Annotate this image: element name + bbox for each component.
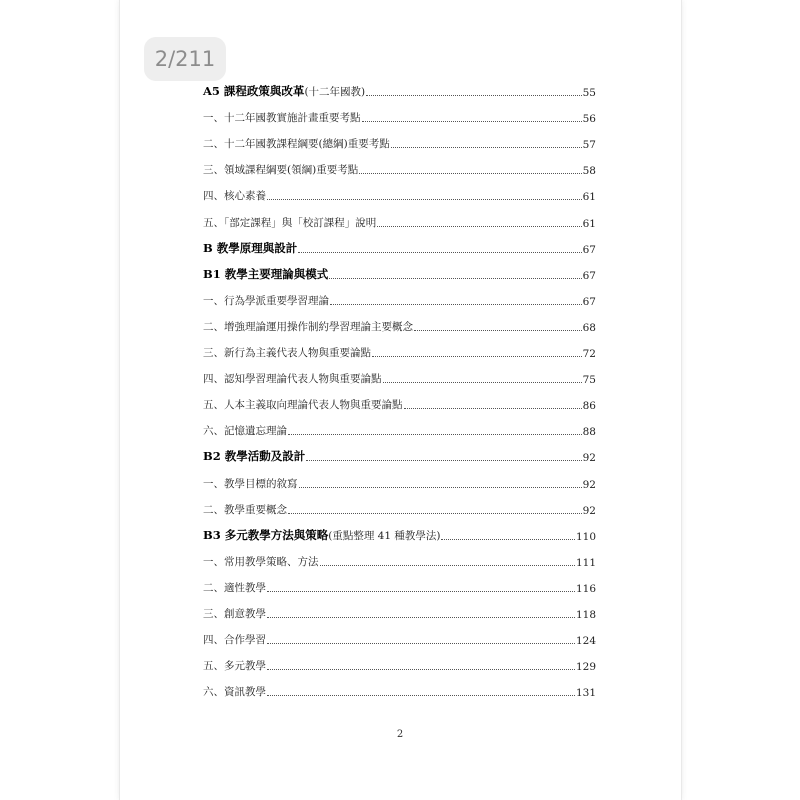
toc-entry-title [203,423,287,438]
toc-leader-dots [267,591,575,592]
toc-entry-page: 72 [582,348,596,360]
toc-entry[interactable] [203,471,596,491]
toc-entry-title [203,658,266,673]
toc-entry[interactable] [203,497,596,517]
toc-entry[interactable] [203,549,596,569]
toc-entry[interactable] [203,183,596,203]
toc-entry-title-text: 一、常用教學策略、方法 [203,555,319,568]
toc-entry[interactable] [203,679,596,699]
toc-entry-title-text: 一、十二年國教實施計畫重要考點 [203,112,361,125]
toc-entry-page: 58 [582,165,596,178]
toc-entry-page: 88 [582,426,596,439]
toc-entry-title-text: 一、行為學派重要學習理論 [203,294,329,307]
toc-leader-dots [383,382,582,383]
toc-entry-page: 86 [582,400,596,413]
page-number: 2 [396,729,404,740]
toc-leader-dots [267,617,575,618]
toc-entry-page: 68 [582,321,596,334]
toc-entry-page: 56 [582,113,596,126]
toc-entry[interactable] [203,366,596,386]
toc-leader-dots [404,408,582,409]
toc-entry-title [203,293,329,308]
toc-entry[interactable] [203,105,596,125]
toc-entry-title-bold: B1 教學主要理論與模式 [203,266,329,281]
toc-entry-title [203,527,440,543]
toc-entry-title [203,110,361,125]
toc-entry-page: 118 [575,609,596,621]
toc-entry-page: 55 [582,87,596,99]
toc-entry-page: 75 [582,374,596,387]
toc-entry-title [203,162,358,177]
toc-leader-dots [306,460,581,461]
toc-entry-page: 110 [575,530,596,543]
toc-entry-title-text: (十二年國教) [304,86,366,98]
toc-entry-title-text: 四、核心素養 [203,190,266,203]
toc-leader-dots [299,487,582,488]
toc-leader-dots [298,252,581,253]
toc-entry[interactable] [203,262,596,282]
toc-entry-title-text: (重點整理 41 種教學法) [328,529,441,542]
toc-entry-title-text: 四、認知學習理論代表人物與重要論點 [203,373,382,386]
toc-entry-title-bold: B3 多元教學方法與策略 [203,527,329,542]
toc-entry-title [203,580,266,595]
toc-entry[interactable] [203,131,596,151]
toc-entry-title-text: 二、增強理論運用操作制約學習理論主要概念 [203,320,413,333]
toc-entry-title-text: 二、十二年國教課程綱要(總綱)重要考點 [203,138,390,151]
toc-entry-page: 67 [582,295,596,308]
toc-entry-title [203,476,298,491]
toc-entry-page: 61 [582,217,596,230]
toc-leader-dots [366,95,581,96]
toc-entry-title [203,606,266,621]
toc-entry[interactable] [203,653,596,673]
toc-entry-title-text: 六、記憶遺忘理論 [203,425,287,438]
toc-entry-title-bold: B 教學原理與設計 [203,240,298,255]
toc-leader-dots [267,643,575,644]
toc-entry-title-text: 五、「部定課程」與「校訂課程」說明 [203,216,377,229]
toc-entry-title-text: 二、教學重要概念 [203,503,287,516]
toc-entry-page: 67 [582,243,596,256]
toc-entry[interactable] [203,314,596,334]
toc-entry[interactable] [203,523,596,543]
toc-leader-dots [288,434,582,435]
toc-leader-dots [267,199,582,200]
toc-entry-page: 116 [575,582,596,595]
toc-leader-dots [267,695,575,696]
toc-entry-page: 124 [575,635,596,648]
toc-entry-title-text: 三、新行為主義代表人物與重要論點 [203,347,371,359]
toc-entry-title [203,684,266,699]
toc-leader-dots [414,330,582,331]
toc-entry[interactable] [203,444,596,464]
toc-entry-title [203,83,365,99]
toc-entry-title-text: 五、人本主義取向理論代表人物與重要論點 [203,399,403,412]
toc-entry-title-text: 三、領域課程綱要(領綱)重要考點 [203,164,359,177]
toc-entry-title [203,632,266,647]
toc-entry[interactable] [203,340,596,360]
toc-entry-title [203,266,328,282]
toc-entry-title [203,397,403,412]
toc-entry-title [203,188,266,203]
toc-leader-dots [320,565,575,566]
toc-entry[interactable] [203,627,596,647]
toc-entry[interactable] [203,157,596,177]
toc-entry-page: 57 [582,139,596,152]
toc-leader-dots [359,173,581,174]
toc-entry-title-text: 三、創意教學 [203,608,266,620]
page-indicator: 2/211 [144,37,226,81]
toc-entry[interactable] [203,210,596,230]
toc-leader-dots [362,121,582,122]
toc-entry-title-text: 四、合作學習 [203,634,266,647]
toc-entry-title [203,448,305,464]
toc-entry-page: 129 [575,661,596,674]
toc-entry-page: 92 [582,504,596,517]
toc-entry-title [203,371,382,386]
toc-entry-title [203,319,413,334]
toc-entry[interactable] [203,418,596,438]
toc-entry[interactable] [203,288,596,308]
toc-entry-title [203,502,287,517]
toc-leader-dots [391,147,582,148]
toc-entry[interactable] [203,236,596,256]
toc-entry-title [203,240,297,256]
toc-entry[interactable] [203,601,596,621]
toc-leader-dots [441,539,574,540]
toc-entry-title-bold: A5 課程政策與改革 [203,84,305,98]
toc-entry-title-text: 五、多元教學 [203,660,266,673]
toc-entry[interactable] [203,392,596,412]
toc-leader-dots [377,226,581,227]
toc-entry-page: 92 [582,478,596,491]
toc-entry-page: 131 [575,687,596,700]
toc-entry-title-text: 六、資訊教學 [203,686,266,699]
toc-entry-title [203,215,376,230]
toc-leader-dots [288,513,582,514]
toc-entry-title-text: 一、教學目標的敘寫 [203,477,298,490]
toc-leader-dots [329,278,581,279]
toc-entry-title-bold: B2 教學活動及設計 [203,449,306,464]
toc-entry-title [203,136,390,151]
toc-entry[interactable] [203,575,596,595]
toc-entry[interactable] [203,79,596,99]
toc-entry-page: 61 [582,191,596,204]
toc-entry-page: 67 [582,269,596,282]
toc-entry-page: 92 [582,452,596,465]
toc-entry-page: 111 [575,556,596,569]
toc-leader-dots [330,304,582,305]
toc-entry-title-text: 二、適性教學 [203,581,266,594]
toc-leader-dots [372,356,582,357]
toc-leader-dots [267,669,575,670]
toc-entry-title [203,345,371,360]
toc-entry-title [203,554,319,569]
